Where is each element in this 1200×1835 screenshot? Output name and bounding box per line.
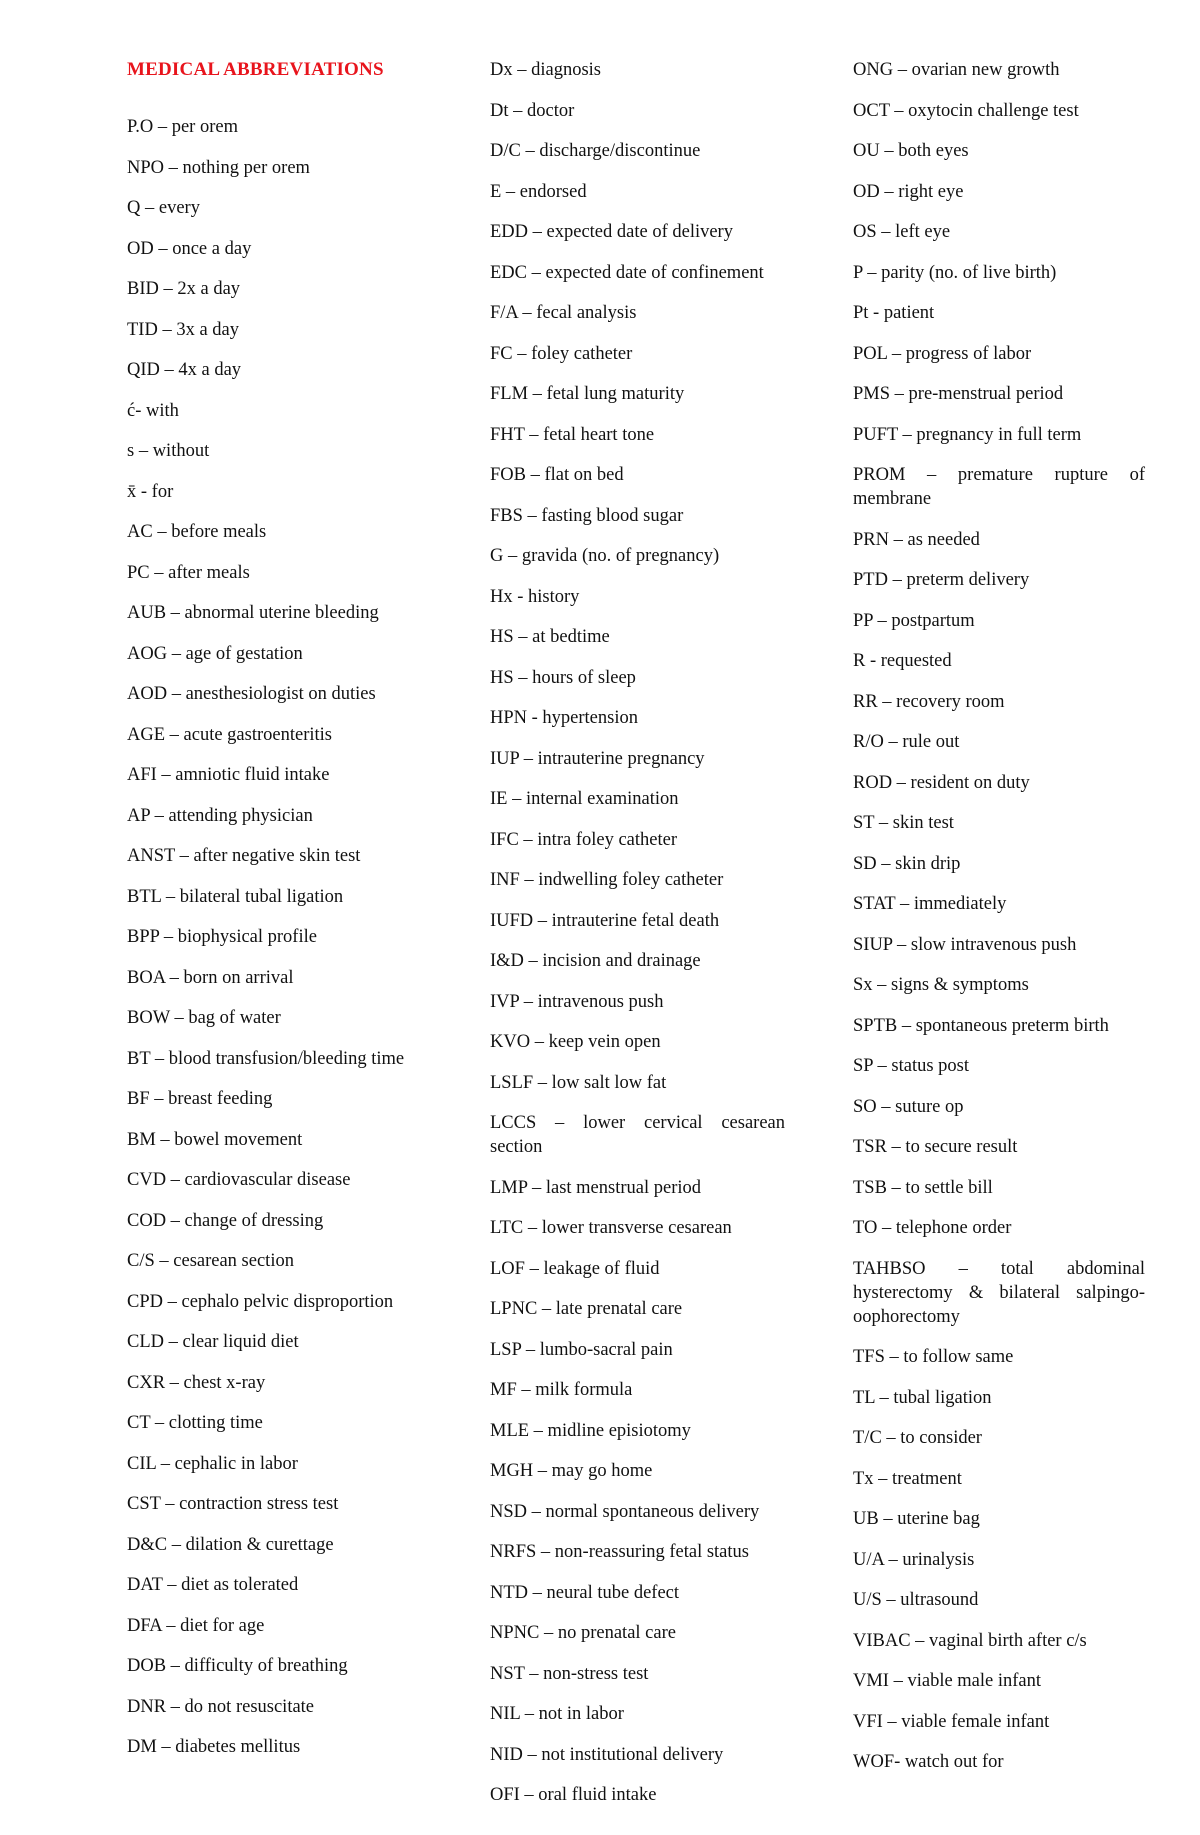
abbreviation-entry: I&D – incision and drainage bbox=[490, 951, 701, 971]
abbreviation-entry: P – parity (no. of live birth) bbox=[853, 262, 1057, 283]
abbreviation-entry: NST – non-stress test bbox=[490, 1663, 649, 1684]
abbreviation-entry: IVP – intravenous push bbox=[490, 991, 664, 1012]
abbreviation-entry: NPO – nothing per orem bbox=[127, 157, 310, 178]
abbreviation-entry: AOG – age of gestation bbox=[127, 643, 303, 664]
abbreviation-entry: TL – tubal ligation bbox=[853, 1387, 992, 1408]
abbreviation-entry: F/A – fecal analysis bbox=[490, 303, 637, 323]
abbreviation-entry: PRN – as needed bbox=[853, 529, 980, 550]
abbreviation-entry: LSP – lumbo-sacral pain bbox=[490, 1339, 673, 1360]
abbreviation-entry: SD – skin drip bbox=[853, 853, 961, 874]
abbreviation-entry: Sx – signs & symptoms bbox=[853, 975, 1029, 995]
abbreviation-entry: CLD – clear liquid diet bbox=[127, 1332, 299, 1352]
abbreviation-entry: Q – every bbox=[127, 198, 200, 218]
abbreviation-entry: BM – bowel movement bbox=[127, 1129, 303, 1150]
abbreviation-entry: HS – at bedtime bbox=[490, 627, 610, 647]
abbreviation-entry: NID – not institutional delivery bbox=[490, 1744, 724, 1765]
abbreviation-entry: HS – hours of sleep bbox=[490, 667, 636, 688]
abbreviation-entry: CST – contraction stress test bbox=[127, 1494, 339, 1514]
abbreviation-entry: T/C – to consider bbox=[853, 1428, 982, 1448]
abbreviation-entry: Tx – treatment bbox=[853, 1468, 962, 1489]
abbreviation-entry: DFA – diet for age bbox=[127, 1615, 265, 1636]
abbreviation-entry: P.O – per orem bbox=[127, 117, 238, 137]
abbreviation-entry: NPNC – no prenatal care bbox=[490, 1623, 676, 1643]
abbreviation-entry: ć- with bbox=[127, 400, 179, 421]
abbreviation-entry: WOF- watch out for bbox=[853, 1752, 1004, 1772]
abbreviation-entry: IUP – intrauterine pregnancy bbox=[490, 748, 705, 769]
abbreviation-entry: OCT – oxytocin challenge test bbox=[853, 100, 1079, 121]
abbreviation-entry: PROM – premature rupture of membrane bbox=[853, 465, 1145, 509]
abbreviation-entry: TO – telephone order bbox=[853, 1218, 1012, 1238]
abbreviation-entry: AFI – amniotic fluid intake bbox=[127, 765, 330, 785]
abbreviation-entry: R - requested bbox=[853, 651, 952, 671]
abbreviation-entry: s – without bbox=[127, 441, 210, 461]
abbreviation-entry: CT – clotting time bbox=[127, 1413, 263, 1433]
abbreviation-entry: U/A – urinalysis bbox=[853, 1549, 975, 1570]
abbreviation-entry: OD – once a day bbox=[127, 238, 252, 259]
abbreviation-entry: VMI – viable male infant bbox=[853, 1671, 1042, 1691]
abbreviation-entry: VIBAC – vaginal birth after c/s bbox=[853, 1630, 1087, 1651]
abbreviation-entry: TAHBSO – total abdominal hysterectomy & bilateral salpingo-oophorectomy bbox=[853, 1258, 1145, 1327]
abbreviation-entry: FBS – fasting blood sugar bbox=[490, 505, 684, 526]
abbreviation-entry: DAT – diet as tolerated bbox=[127, 1575, 299, 1595]
column-3 bbox=[853, 58, 1145, 1791]
column-2-entries bbox=[490, 58, 785, 1807]
abbreviation-entry: IUFD – intrauterine fetal death bbox=[490, 910, 720, 931]
abbreviation-entry: PC – after meals bbox=[127, 562, 250, 583]
abbreviation-entry: DOB – difficulty of breathing bbox=[127, 1656, 348, 1676]
abbreviation-entry: OD – right eye bbox=[853, 181, 964, 202]
abbreviation-entry: Pt - patient bbox=[853, 303, 935, 323]
abbreviation-entry: NTD – neural tube defect bbox=[490, 1582, 680, 1603]
abbreviation-entry: TSR – to secure result bbox=[853, 1137, 1018, 1157]
abbreviation-entry: VFI – viable female infant bbox=[853, 1711, 1050, 1732]
abbreviation-entry: OS – left eye bbox=[853, 222, 951, 242]
abbreviation-entry: Dx – diagnosis bbox=[490, 60, 601, 80]
abbreviation-entry: AOD – anesthesiologist on duties bbox=[127, 684, 376, 704]
abbreviation-entry: SPTB – spontaneous preterm birth bbox=[853, 1015, 1109, 1036]
abbreviation-entry: C/S – cesarean section bbox=[127, 1251, 294, 1271]
abbreviation-entry: NRFS – non-reassuring fetal status bbox=[490, 1542, 749, 1562]
abbreviation-entry: CPD – cephalo pelvic disproportion bbox=[127, 1291, 394, 1312]
abbreviation-entry: MGH – may go home bbox=[490, 1461, 653, 1481]
abbreviation-entry: D&C – dilation & curettage bbox=[127, 1534, 334, 1555]
abbreviation-entry: FOB – flat on bed bbox=[490, 465, 624, 485]
abbreviation-entry: LMP – last menstrual period bbox=[490, 1177, 702, 1198]
abbreviation-entry: MF – milk formula bbox=[490, 1380, 633, 1400]
abbreviation-entry: ANST – after negative skin test bbox=[127, 846, 361, 866]
column-3-entries bbox=[853, 58, 1145, 1774]
abbreviation-entry: EDC – expected date of confinement bbox=[490, 262, 764, 283]
abbreviation-entry: G – gravida (no. of pregnancy) bbox=[490, 546, 720, 566]
abbreviation-entry: INF – indwelling foley catheter bbox=[490, 870, 724, 890]
abbreviation-entry: PTD – preterm delivery bbox=[853, 570, 1030, 590]
abbreviation-entry: SIUP – slow intravenous push bbox=[853, 934, 1077, 955]
abbreviation-entry: NIL – not in labor bbox=[490, 1704, 624, 1724]
abbreviation-entry: IFC – intra foley catheter bbox=[490, 829, 677, 850]
abbreviation-entry: BID – 2x a day bbox=[127, 279, 241, 299]
abbreviation-entry: EDD – expected date of delivery bbox=[490, 222, 733, 242]
abbreviation-entry: FC – foley catheter bbox=[490, 343, 633, 364]
abbreviation-entry: CXR – chest x-ray bbox=[127, 1372, 266, 1393]
abbreviation-entry: TFS – to follow same bbox=[853, 1347, 1014, 1367]
abbreviation-entry: KVO – keep vein open bbox=[490, 1032, 661, 1052]
abbreviation-entry: x̄ - for bbox=[127, 481, 174, 502]
abbreviation-entry: LTC – lower transverse cesarean bbox=[490, 1218, 732, 1238]
abbreviation-entry: CVD – cardiovascular disease bbox=[127, 1170, 351, 1190]
abbreviation-entry: AUB – abnormal uterine bleeding bbox=[127, 603, 379, 623]
abbreviation-entry: SP – status post bbox=[853, 1056, 969, 1076]
abbreviation-entry: STAT – immediately bbox=[853, 894, 1007, 914]
abbreviation-entry: COD – change of dressing bbox=[127, 1210, 324, 1231]
abbreviation-entry: OFI – oral fluid intake bbox=[490, 1785, 657, 1805]
column-1-entries bbox=[127, 115, 422, 1759]
abbreviation-entry: CIL – cephalic in labor bbox=[127, 1453, 298, 1474]
abbreviation-entry: Dt – doctor bbox=[490, 100, 575, 121]
abbreviation-entry: BOW – bag of water bbox=[127, 1008, 281, 1028]
column-1 bbox=[127, 58, 422, 1776]
abbreviation-entry: UB – uterine bag bbox=[853, 1509, 980, 1529]
abbreviation-entry: ONG – ovarian new growth bbox=[853, 60, 1060, 80]
abbreviation-entry: OU – both eyes bbox=[853, 141, 969, 161]
abbreviation-entry: R/O – rule out bbox=[853, 732, 960, 752]
abbreviation-entry: ST – skin test bbox=[853, 813, 954, 833]
abbreviation-entry: QID – 4x a day bbox=[127, 360, 242, 380]
abbreviation-entry: DNR – do not resuscitate bbox=[127, 1696, 315, 1717]
abbreviation-entry: POL – progress of labor bbox=[853, 343, 1032, 364]
abbreviation-entry: D/C – discharge/discontinue bbox=[490, 141, 701, 161]
abbreviation-entry: FLM – fetal lung maturity bbox=[490, 384, 685, 404]
abbreviation-entry: BOA – born on arrival bbox=[127, 967, 294, 988]
abbreviation-entry: LCCS – lower cervical cesarean section bbox=[490, 1113, 785, 1157]
abbreviation-entry: BTL – bilateral tubal ligation bbox=[127, 886, 344, 907]
abbreviation-entry: TID – 3x a day bbox=[127, 319, 239, 340]
abbreviation-entry: LPNC – late prenatal care bbox=[490, 1299, 683, 1319]
abbreviation-entry: TSB – to settle bill bbox=[853, 1177, 993, 1198]
column-2 bbox=[490, 58, 785, 1824]
abbreviation-entry: BT – blood transfusion/bleeding time bbox=[127, 1048, 405, 1069]
abbreviation-entry: AC – before meals bbox=[127, 522, 267, 542]
abbreviation-entry: BF – breast feeding bbox=[127, 1089, 273, 1109]
abbreviation-entry: SO – suture op bbox=[853, 1096, 964, 1117]
abbreviation-entry: NSD – normal spontaneous delivery bbox=[490, 1501, 760, 1522]
abbreviation-entry: LSLF – low salt low fat bbox=[490, 1072, 667, 1093]
abbreviation-entry: AGE – acute gastroenteritis bbox=[127, 724, 332, 745]
abbreviation-entry: Hx - history bbox=[490, 586, 580, 607]
abbreviation-entry: PMS – pre-menstrual period bbox=[853, 384, 1064, 404]
abbreviation-entry: FHT – fetal heart tone bbox=[490, 424, 655, 445]
abbreviation-entry: BPP – biophysical profile bbox=[127, 927, 317, 947]
abbreviation-entry: AP – attending physician bbox=[127, 805, 313, 826]
document-title: MEDICAL ABBREVIATIONS bbox=[127, 59, 384, 80]
abbreviation-entry: ROD – resident on duty bbox=[853, 772, 1030, 793]
abbreviation-entry: HPN - hypertension bbox=[490, 708, 638, 728]
abbreviation-entry: U/S – ultrasound bbox=[853, 1590, 979, 1610]
abbreviation-entry: PUFT – pregnancy in full term bbox=[853, 424, 1082, 445]
abbreviation-entry: LOF – leakage of fluid bbox=[490, 1258, 660, 1279]
abbreviation-entry: RR – recovery room bbox=[853, 691, 1005, 712]
abbreviation-entry: PP – postpartum bbox=[853, 610, 975, 631]
abbreviation-entry: IE – internal examination bbox=[490, 789, 679, 809]
abbreviation-entry: E – endorsed bbox=[490, 181, 587, 202]
abbreviation-entry: DM – diabetes mellitus bbox=[127, 1737, 301, 1757]
abbreviation-entry: MLE – midline episiotomy bbox=[490, 1420, 691, 1441]
